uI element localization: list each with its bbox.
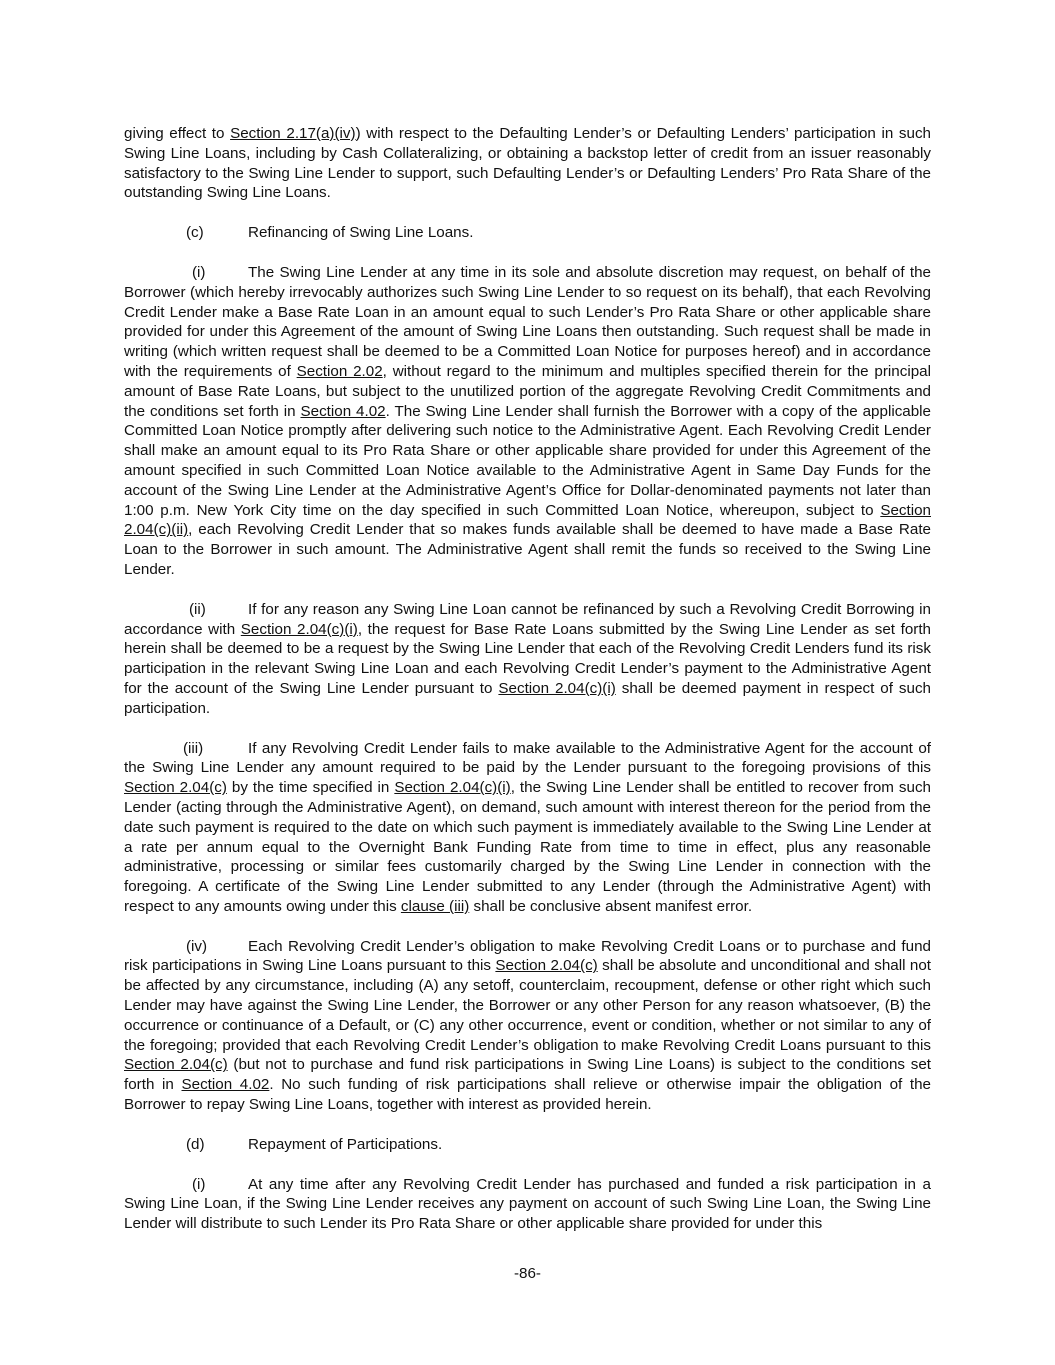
clause-number: (iv) — [186, 937, 208, 955]
clause-reference-link[interactable]: clause (iii) — [400, 897, 470, 915]
section-reference-link[interactable]: Section 2.04(c)(i) — [498, 679, 616, 697]
section-reference-link[interactable]: Section 2.04(c)(ii) — [124, 501, 931, 539]
section-reference-link[interactable]: Section 2.04(c)(i) — [240, 620, 358, 638]
text: giving effect to — [124, 125, 231, 142]
clause-number: (iii) — [183, 739, 204, 757]
text: ) with respect to the Defaulting Lender’s or Defaulting Lenders’ participation in such Swing Line Loans, including by Cash Collateralizing, or obtaining a backstop letter of credit from an issuer reasonably satisfactory to the Swing Line Lender to support, such Defaulting Lender’s or Defaulting Lenders’ Pro Rata Share of the outstanding Swing Line Loans. — [124, 125, 931, 202]
text: . The Swing Line Lender shall furnish the Borrower with a copy of the applicable Committed Loan Notice promptly after delivering such notice to the Administrative Agent. Each Revolving Credit Lender shall make an amount equal to its Pro Rata Share or other applicable share provided for under this Agreement of the amount specified in such Committed Loan Notice available to the Administrative Agent in Same Day Funds for the account of the Swing Line Lender at the Administrative Agent’s Office for Dollar-denominated payments not later than 1:00 p.m. New York City time on the day specified in such Committed Loan Notice, whereupon, subject to — [124, 402, 932, 519]
clause-number: (ii) — [189, 600, 206, 618]
subsection-c-heading — [124, 223, 931, 243]
section-reference-link[interactable]: Section 2.17(a)(iv) — [230, 125, 356, 142]
section-reference-link[interactable]: Section 2.04(c) — [124, 1056, 228, 1074]
text: shall be conclusive absent manifest error. — [469, 897, 753, 915]
clause-number: (i) — [192, 1175, 206, 1193]
section-reference-link[interactable]: Section 4.02 — [300, 402, 386, 420]
text: (but not to purchase and fund risk participations in Swing Line Loans) is subject to the conditions set forth in — [124, 1056, 931, 1094]
section-reference-link[interactable]: Section 2.04(c)(i) — [394, 779, 511, 797]
text: , without regard to the minimum and multiples specified therein for the principal amount of Base Rate Loans, but subject to the unutilized portion of the aggregate Revolving Credit Commitments and the conditions set forth in — [124, 362, 931, 420]
subsection-title: Repayment of Participations. — [248, 1135, 443, 1153]
page-number: -86- — [513, 1265, 541, 1282]
text: If for any reason any Swing Line Loan cannot be refinanced by such a Revolving Credit Borrowing in accordance with — [124, 600, 931, 638]
text: . No such funding of risk participations shall relieve or otherwise impair the obligation of the Borrower to repay Swing Line Loans, together with interest as provided herein. — [124, 1076, 931, 1114]
subsection-title: Refinancing of Swing Line Loans. — [248, 224, 474, 242]
text: If any Revolving Credit Lender fails to make available to the Administrative Agent for the account of the Swing Line Lender any amount required to be paid by the Lender pursuant to the foregoing provisions of this — [124, 739, 931, 777]
subsection-number: (d) — [186, 1135, 205, 1153]
text: by the time specified in — [226, 779, 395, 797]
text: shall be deemed payment in respect of such participation. — [124, 679, 931, 717]
clause-c-i — [124, 263, 931, 580]
clause-c-ii — [124, 600, 931, 719]
paragraph-continuation — [124, 124, 931, 203]
clause-d-i — [124, 1175, 931, 1234]
text: At any time after any Revolving Credit Lender has purchased and funded a risk participation in a Swing Line Loan, if the Swing Line Lender receives any payment on account of such Swing Line Loan, the Swing Line Lender will distribute to such Lender its Pro Rata Share or other applicable share provided for under this — [124, 1175, 931, 1233]
section-reference-link[interactable]: Section 4.02 — [181, 1076, 270, 1094]
text: , each Revolving Credit Lender that so makes funds available shall be deemed to have made a Base Rate Loan to the Borrower in such amount. The Administrative Agent shall remit the funds so received to the Swing Line Lender. — [124, 521, 931, 578]
document-page — [124, 124, 931, 1234]
text: The Swing Line Lender at any time in its sole and absolute discretion may request, on behalf of the Borrower (which hereby irrevocably authorizes such Swing Line Lender to so request on its behalf), that each Revolving Credit Lender make a Base Rate Loan in an amount equal to such Lender’s Pro Rata Share or other applicable share provided for under this Agreement of the amount of Swing Line Loans then outstanding. Such request shall be made in writing (which written request shall be deemed to be a Committed Loan Notice for purposes hereof) and in accordance with the requirements of — [124, 263, 931, 380]
section-reference-link[interactable]: Section 2.04(c) — [495, 957, 598, 975]
clause-number: (i) — [192, 263, 206, 281]
text: shall be absolute and unconditional and shall not be affected by any circumstance, including (A) any setoff, counterclaim, recoupment, defense or other right which such Lender may have against the Swing Line Lender, the Borrower or any other Person for any reason whatsoever, (B) the occurrence or continuance of a Default, or (C) any other occurrence, event or condition, whether or not similar to any of the foregoing; provided that each Revolving Credit Lender’s obligation to make Revolving Credit Loans pursuant to this — [124, 957, 931, 1054]
subsection-number: (c) — [186, 224, 204, 242]
text: Each Revolving Credit Lender’s obligation to make Revolving Credit Loans or to purchase and fund risk participations in Swing Line Loans pursuant to this — [124, 937, 931, 975]
section-reference-link[interactable]: Section 2.02 — [296, 362, 383, 380]
section-reference-link[interactable]: Section 2.04(c) — [124, 779, 227, 797]
text: , the Swing Line Lender shall be entitled to recover from such Lender (acting through the Administrative Agent), on demand, such amount with interest thereon for the period from the date such payment is required to the date on which such payment is immediately available to the Swing Line Lender at a rate per annum equal to the Overnight Bank Funding Rate from time to time in effect, plus any reasonable administrative, processing or similar fees customarily charged by the Swing Line Lender in connection with the foregoing. A certificate of the Swing Line Lender submitted to any Lender (through the Administrative Agent) with respect to any amounts owing under this — [124, 779, 931, 915]
clause-c-iii — [124, 739, 931, 917]
clause-c-iv — [124, 937, 931, 1115]
subsection-d-heading — [124, 1135, 931, 1155]
text: , the request for Base Rate Loans submitted by the Swing Line Lender as set forth herein shall be deemed to be a request by the Swing Line Lender that each of the Revolving Credit Lenders fund its risk participation in the relevant Swing Line Loan and each Revolving Credit Lender’s payment to the Administrative Agent for the account of the Swing Line Lender pursuant to — [124, 620, 931, 697]
